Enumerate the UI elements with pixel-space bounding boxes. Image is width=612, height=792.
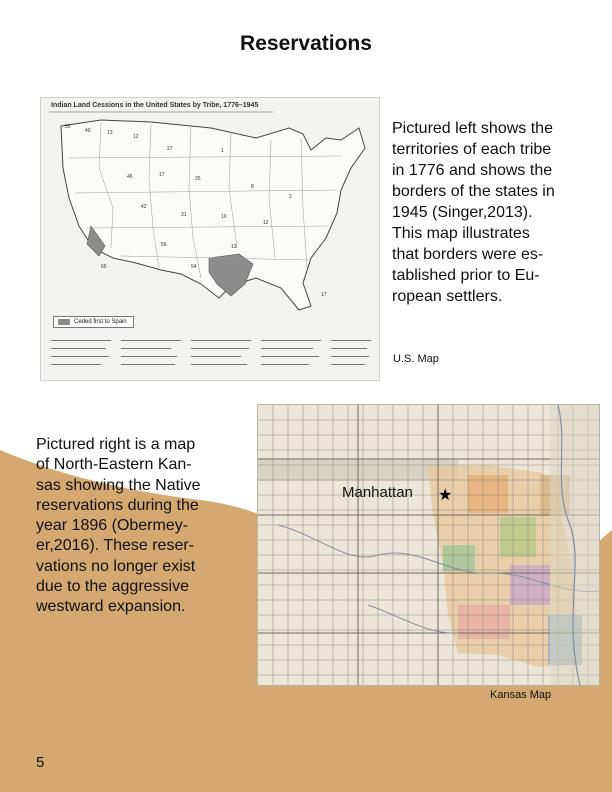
desc-line: in 1776 and shows the <box>392 162 553 179</box>
map-footnotes <box>51 336 371 376</box>
desc-line: of North-Eastern Kan- <box>36 456 192 474</box>
svg-text:8: 8 <box>251 184 254 190</box>
desc-line: territories of each tribe <box>392 141 552 158</box>
manhattan-label: Manhattan <box>342 484 413 501</box>
svg-text:54: 54 <box>191 264 197 270</box>
svg-text:1: 1 <box>221 148 224 154</box>
desc-line: vations no longer exist <box>36 557 196 575</box>
page-title: Reservations <box>240 32 372 55</box>
svg-text:12: 12 <box>133 134 139 140</box>
svg-text:65: 65 <box>101 264 107 270</box>
desc-line: borders of the states in <box>392 183 555 200</box>
legend-label: Ceded first to Spain <box>74 319 127 325</box>
svg-text:25: 25 <box>195 176 201 182</box>
svg-text:10: 10 <box>221 214 227 220</box>
map-legend <box>53 316 134 328</box>
desc-line: due to the aggressive <box>36 578 189 596</box>
kansas-map-drawing <box>258 405 599 685</box>
us-map-image <box>40 97 380 381</box>
legend-swatch <box>58 319 70 325</box>
us-map-title: Indian Land Cessions in the United States by Tribe, 1776–1945 <box>51 102 259 109</box>
desc-line: ropean settlers. <box>392 288 503 305</box>
svg-text:13: 13 <box>231 244 237 250</box>
desc-line: that borders were es- <box>392 246 544 263</box>
svg-text:2: 2 <box>289 194 292 200</box>
svg-text:27: 27 <box>167 146 173 152</box>
svg-text:42: 42 <box>141 204 147 210</box>
svg-text:13: 13 <box>107 130 113 136</box>
svg-text:35: 35 <box>65 124 71 130</box>
desc-line: reservations during the <box>36 496 199 514</box>
svg-text:40: 40 <box>85 128 91 134</box>
kansas-map-caption: Kansas Map <box>490 689 552 701</box>
star-icon: ★ <box>438 487 453 504</box>
desc-line: tablished prior to Eu- <box>392 267 540 284</box>
desc-line: year 1896 (Obermey- <box>36 517 189 535</box>
us-map-description <box>392 118 582 307</box>
svg-text:17: 17 <box>159 172 165 178</box>
svg-text:17: 17 <box>321 292 327 298</box>
desc-line: sas showing the Native <box>36 476 201 494</box>
desc-line: westward expansion. <box>36 598 186 616</box>
svg-text:31: 31 <box>181 212 187 218</box>
desc-line: This map illustrates <box>392 225 530 242</box>
kansas-map-description <box>36 435 246 618</box>
svg-text:46: 46 <box>127 174 133 180</box>
kansas-map-image <box>257 404 600 686</box>
svg-text:56: 56 <box>161 242 167 248</box>
desc-line: Pictured left shows the <box>392 120 553 137</box>
svg-text:12: 12 <box>263 220 269 226</box>
desc-line: 1945 (Singer,2013). <box>392 204 533 221</box>
desc-line: er,2016). These reser- <box>36 537 195 555</box>
desc-line: Pictured right is a map <box>36 436 196 453</box>
page-number: 5 <box>36 754 45 771</box>
us-map-caption: U.S. Map <box>393 353 439 365</box>
